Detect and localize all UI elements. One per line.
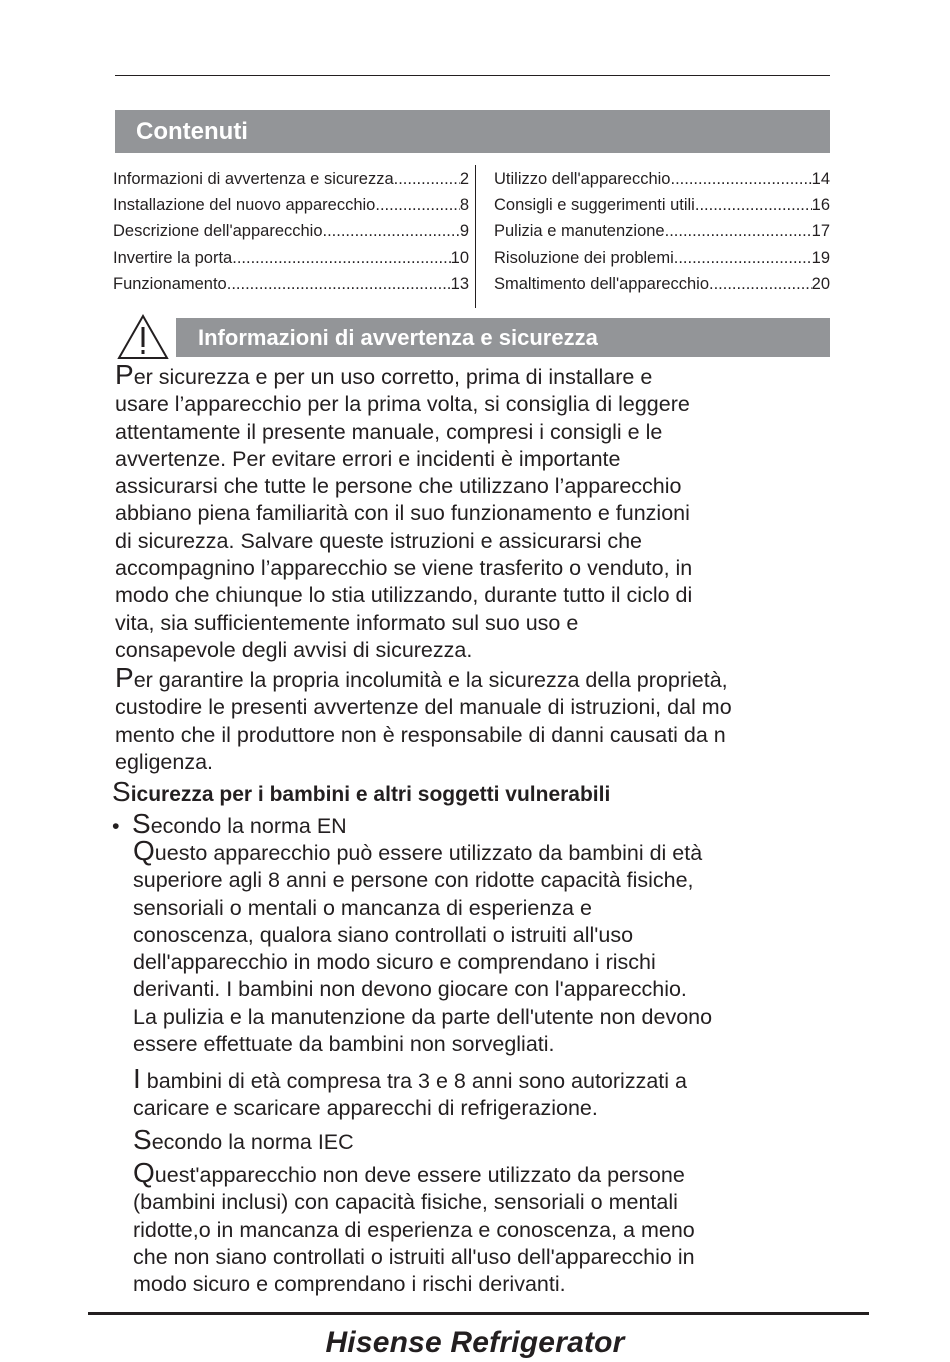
toc-left-column (113, 166, 469, 297)
toc-divider (475, 165, 476, 308)
toc-entry (494, 166, 830, 192)
toc-leader-dots (709, 271, 812, 297)
drop-initial: S (133, 1124, 152, 1155)
toc-entry (113, 166, 469, 192)
toc-entry-title: Informazioni di avvertenza e sicurezza (113, 170, 394, 188)
toc-leader-dots (375, 192, 459, 218)
toc-leader-dots (665, 218, 812, 244)
toc-leader-dots (394, 166, 460, 192)
toc-entry-page: 16 (811, 196, 830, 215)
iec-norm-paragraph: Quest'apparecchio non deve essere utilizzato da persone (bambini inclusi) con capacità fisiche, sensoriali o mentali ridotte,o in mancanza di esperienza e conoscenza, a meno che non siano controllati o istruiti all'uso dell'apparecchio in modo sicuro e comprendano i rischi derivanti. (133, 1157, 695, 1297)
toc-entry-page: 8 (459, 196, 469, 215)
en-norm-paragraph: Questo apparecchio può essere utilizzato da bambini di età superiore agli 8 anni e persone con ridotte capacità fisiche, sensoriali o mentali o mancanza di esperienza e conoscenza, qualora siano controllati o istruiti all'uso dell'apparecchio in modo sicuro e comprendano i rischi derivanti. I bambini non devono giocare con l'apparecchio. La pulizia e la manutenzione da parte dell'utente non devono essere effettuate da bambini non sorvegliati. (133, 835, 713, 1057)
toc-entry-title: Utilizzo dell'apparecchio (494, 170, 671, 188)
toc-entry (113, 218, 469, 244)
toc-entry (113, 192, 469, 218)
bullet-en-norm: • Secondo la norma EN (112, 808, 347, 839)
toc-entry (494, 218, 830, 244)
warning-triangle-icon (117, 314, 169, 360)
toc-leader-dots (671, 166, 812, 192)
liability-paragraph: Per garantire la propria incolumità e la sicurezza della proprietà, custodire le presenti avvertenze del manuale di istruzioni, dal mo mento che il produttore non è responsabile di danni causati da n egligenza. (115, 662, 732, 774)
drop-initial: I (133, 1063, 141, 1094)
toc-entry-title: Invertire la porta (113, 248, 233, 267)
toc-entry-page: 20 (811, 274, 830, 293)
toc-leader-dots (227, 271, 451, 297)
toc-entry-page: 10 (450, 248, 469, 267)
bullet-dot-icon: • (112, 814, 120, 838)
toc-entry-title: Funzionamento (113, 274, 227, 293)
toc-leader-dots (232, 245, 450, 271)
toc-entry (113, 245, 469, 271)
toc-entry (494, 245, 830, 271)
toc-leader-dots (695, 192, 812, 218)
top-rule (115, 75, 830, 76)
iec-norm-line: Secondo la norma IEC (133, 1124, 354, 1155)
toc-leader-dots (674, 245, 812, 271)
toc-entry (494, 192, 830, 218)
toc-entry-title: Pulizia e manutenzione (494, 222, 665, 241)
toc-leader-dots (323, 218, 460, 244)
toc-entry-title: Installazione del nuovo apparecchio (113, 196, 376, 215)
brand-footer: Hisense Refrigerator (325, 1326, 625, 1359)
toc-entry-title: Smaltimento dell'apparecchio (494, 274, 710, 293)
bottom-rule (88, 1312, 869, 1315)
toc-entry-page: 13 (450, 274, 469, 293)
section-header: Informazioni di avvertenza e sicurezza (176, 318, 830, 357)
toc-entry-title: Risoluzione dei problemi (494, 248, 674, 267)
toc-entry-page: 9 (459, 222, 469, 241)
toc-entry-page: 14 (811, 170, 830, 188)
toc-entry-page: 19 (811, 248, 830, 267)
age-paragraph: I bambini di età compresa tra 3 e 8 anni sono autorizzati a caricare e scaricare apparecchi di refrigerazione. (133, 1063, 687, 1121)
toc-entry (494, 271, 830, 297)
toc-right-column (494, 166, 830, 297)
drop-initial: P (115, 662, 134, 693)
toc-entry (113, 271, 469, 297)
drop-initial: Q (133, 1157, 155, 1188)
contents-header: Contenuti (115, 110, 830, 153)
drop-initial: S (112, 776, 131, 807)
drop-initial: P (115, 359, 134, 390)
drop-initial: Q (133, 835, 155, 866)
intro-paragraph: Per sicurezza e per un uso corretto, prima di installare e usare l’apparecchio per la prima volta, si consiglia di leggere attentamente il presente manuale, compresi i consigli e le avvertenze. Per evitare errori e incidenti è importante assicurarsi che tutte le persone che utilizzano l’apparecchio abbiano piena familiarità con il suo funzionamento e funzioni di sicurezza. Salvare queste istruzioni e assicurarsi che accompagnino l’apparecchio se viene trasferito o venduto, in modo che chiunque lo stia utilizzando, durante tutto il ciclo di vita, sia sufficientemente informato sul suo uso e consapevole degli avvisi di sicurezza. (115, 359, 693, 662)
toc-entry-title: Descrizione dell'apparecchio (113, 222, 323, 241)
children-safety-heading: Sicurezza per i bambini e altri soggetti vulnerabili (112, 776, 611, 807)
toc-entry-page: 17 (811, 222, 830, 241)
toc-entry-title: Consigli e suggerimenti utili (494, 196, 695, 215)
toc-entry-page: 2 (459, 170, 469, 188)
drop-initial: S (132, 808, 151, 839)
